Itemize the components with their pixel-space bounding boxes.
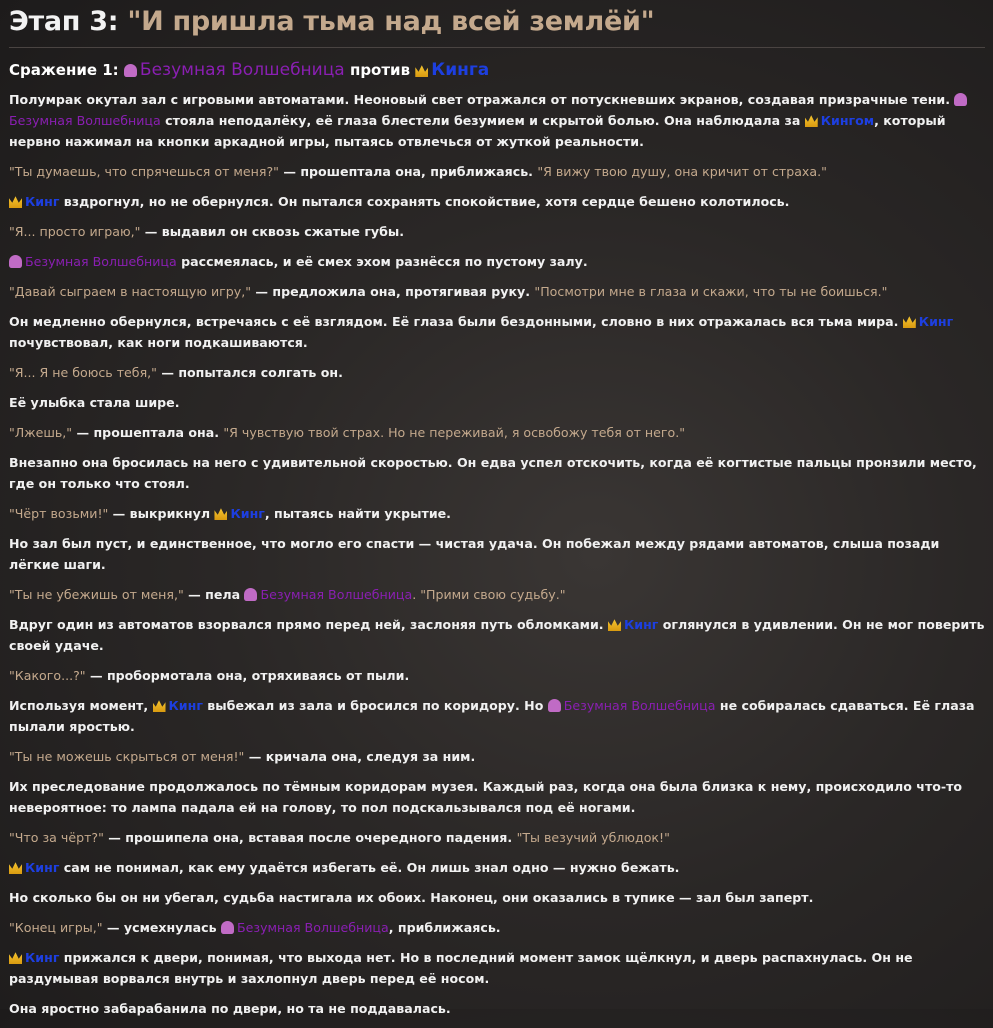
- crown-emoji-icon: [608, 618, 621, 631]
- narration: прижался к двери, понимая, что выхода нет. Но в последний момент замок щёлкнул, и дверь распахнулась. Он не раздумывая ворвался внутрь и захлопнул дверь перед её носом.: [9, 950, 913, 986]
- story-paragraph: [9, 665, 985, 686]
- stage-title-prefix: Этап 3:: [9, 6, 119, 37]
- story-paragraph: [9, 311, 985, 353]
- story-paragraph: [9, 392, 985, 413]
- king-name: Кингом: [820, 113, 875, 128]
- narration: , который нервно нажимал на кнопки аркадной игры, пытаясь отвлечься от жуткой реальности.: [9, 113, 946, 149]
- battle-heading: [9, 60, 985, 80]
- speech: "Конец игры,": [9, 920, 103, 935]
- king-name: Кинг: [25, 950, 60, 965]
- speech: "Лжешь,": [9, 425, 73, 440]
- speech: "Посмотри мне в глаза и скажи, что ты не боишься.": [534, 284, 888, 299]
- speech: "Я... просто играю,": [9, 224, 141, 239]
- crown-emoji-icon: [9, 195, 22, 208]
- narration: Он медленно обернулся, встречаясь с её взглядом. Её глаза были бездонными, словно в них отражалась вся тьма мира.: [9, 314, 899, 329]
- crown-emoji-icon: [903, 315, 916, 328]
- mage-name: Безумная Волшебница: [25, 254, 177, 269]
- narration: вздрогнул, но не обернулся. Он пытался сохранять спокойствие, хотя сердце бешено колотилось.: [59, 194, 790, 209]
- story-paragraph: [9, 695, 985, 737]
- story-paragraph: [9, 281, 985, 302]
- narration: — пробормотала она, отряхиваясь от пыли.: [85, 668, 410, 683]
- narration: Она яростно забарабанила по двери, но та не поддавалась.: [9, 1001, 451, 1016]
- mage-emoji-icon: [221, 921, 234, 934]
- story-paragraph: [9, 614, 985, 656]
- narration: Полумрак окутал зал с игровыми автоматами. Неоновый свет отражался от потускневших экранов, создавая призрачные тени.: [9, 92, 951, 107]
- king-name: Кинг: [918, 314, 954, 329]
- story-paragraph: [9, 827, 985, 848]
- speech: "Чёрт возьми!": [9, 506, 109, 521]
- crown-emoji-icon: [214, 507, 227, 520]
- mage-emoji-icon: [954, 93, 967, 106]
- king-name: Кинг: [25, 194, 60, 209]
- narration: оглянулся в удивлении. Он не мог поверить своей удаче.: [9, 617, 985, 653]
- narration: выбежал из зала и бросился по коридору. Но: [202, 698, 544, 713]
- mage-name: Безумная Волшебница: [563, 698, 716, 713]
- narration: — прошептала она.: [72, 425, 224, 440]
- king-name: Кинг: [230, 506, 265, 521]
- story-paragraph: [9, 533, 985, 575]
- narration: Её улыбка стала шире.: [9, 395, 180, 410]
- crown-emoji-icon: [805, 114, 818, 127]
- story-paragraph: [9, 452, 985, 494]
- mage-emoji-icon: [548, 699, 561, 712]
- speech: "Ты думаешь, что спрячешься от меня?": [9, 164, 279, 179]
- narration: Внезапно она бросилась на него с удивительной скоростью. Он едва успел отскочить, когда её когтистые пальцы пронзили место, где он только что стоял.: [9, 455, 977, 491]
- story-paragraph: [9, 503, 985, 524]
- mage-emoji-icon: [124, 64, 137, 77]
- story-paragraph: [9, 746, 985, 767]
- mage-name: Безумная Волшебница: [139, 60, 345, 80]
- story-paragraph: [9, 422, 985, 443]
- speech: "Ты не можешь скрыться от меня!": [9, 749, 245, 764]
- mage-emoji-icon: [244, 588, 257, 601]
- story-paragraph: [9, 887, 985, 908]
- narration: — предложила она, протягивая руку.: [251, 284, 535, 299]
- narration: , приближаясь.: [388, 920, 501, 935]
- narration: не собиралась сдаваться. Её глаза пылали яростью.: [9, 698, 975, 734]
- king-name: Кинга: [431, 60, 490, 80]
- crown-emoji-icon: [415, 64, 428, 77]
- vs-label: против: [349, 61, 411, 79]
- narration: — усмехнулась: [102, 920, 217, 935]
- narration: Вдруг один из автоматов взорвался прямо перед ней, заслоняя путь обломками.: [9, 617, 604, 632]
- mage-name: Безумная Волшебница: [260, 587, 413, 602]
- narration: Используя момент,: [9, 698, 149, 713]
- story-paragraph: [9, 191, 985, 212]
- narration: стояла неподалёку, её глаза блестели безумием и скрытой болью. Она наблюдала за: [165, 113, 801, 128]
- narration: — прошипела она, вставая после очередного падения.: [103, 830, 517, 845]
- speech: "Давай сыграем в настоящую игру,": [9, 284, 252, 299]
- mage-name: Безумная Волшебница: [236, 920, 389, 935]
- story-paragraph: [9, 221, 985, 242]
- crown-emoji-icon: [9, 861, 22, 874]
- mage-name: Безумная Волшебница: [9, 113, 161, 128]
- king-name: Кинг: [623, 617, 659, 632]
- battle-label: Сражение 1:: [9, 61, 119, 79]
- narration: Но сколько бы он ни убегал, судьба настигала их обоих. Наконец, они оказались в тупике — зал был заперт.: [9, 890, 814, 905]
- narration: — выдавил он сквозь сжатые губы.: [140, 224, 405, 239]
- speech: "Ты не убежишь от меня,": [9, 587, 184, 602]
- speech: "Ты везучий ублюдок!": [516, 830, 670, 845]
- story-paragraph: [9, 584, 985, 605]
- story-paragraph: [9, 776, 985, 818]
- story-page: [9, 0, 985, 1028]
- stage-title: [9, 0, 985, 48]
- mage-emoji-icon: [9, 255, 22, 268]
- king-name: Кинг: [25, 860, 60, 875]
- narration: , пытаясь найти укрытие.: [264, 506, 451, 521]
- crown-emoji-icon: [153, 699, 166, 712]
- story-paragraph: [9, 947, 985, 989]
- story-paragraph: [9, 917, 985, 938]
- speech: "Какого...?": [9, 668, 86, 683]
- story-paragraph: [9, 89, 985, 152]
- narration: — пела: [183, 587, 241, 602]
- story-paragraph: [9, 251, 985, 272]
- story-paragraph: [9, 362, 985, 383]
- speech: "Я... Я не боюсь тебя,": [9, 365, 157, 380]
- narration: сам не понимал, как ему удаётся избегать её. Он лишь знал одно — нужно бежать.: [59, 860, 680, 875]
- speech: "Я чувствую твой страх. Но не переживай, я освобожу тебя от него.": [223, 425, 686, 440]
- crown-emoji-icon: [9, 951, 22, 964]
- narration: почувствовал, как ноги подкашиваются.: [9, 335, 308, 350]
- speech: "Что за чёрт?": [9, 830, 104, 845]
- narration: — кричала она, следуя за ним.: [244, 749, 476, 764]
- stage-title-quote: "И пришла тьма над всей землёй": [127, 6, 655, 37]
- narration: — выкрикнул: [108, 506, 211, 521]
- narration: Их преследование продолжалось по тёмным коридорам музея. Каждый раз, когда она была близка к нему, происходило что-то невероятное: то лампа падала ей на голову, то пол подскальзывался под её ногами.: [9, 779, 963, 815]
- story-paragraph: [9, 857, 985, 878]
- narration: Но зал был пуст, и единственное, что могло его спасти — чистая удача. Он побежал между рядами автоматов, слыша позади лёгкие шаги.: [9, 536, 940, 572]
- narration: — попытался солгать он.: [156, 365, 343, 380]
- speech: . "Прими свою судьбу.": [412, 587, 566, 602]
- narration: — прошептала она, приближаясь.: [278, 164, 538, 179]
- speech: "Я вижу твою душу, она кричит от страха.": [537, 164, 827, 179]
- king-name: Кинг: [168, 698, 203, 713]
- story-paragraph: [9, 161, 985, 182]
- narration: рассмеялась, и её смех эхом разнёсся по пустому залу.: [176, 254, 588, 269]
